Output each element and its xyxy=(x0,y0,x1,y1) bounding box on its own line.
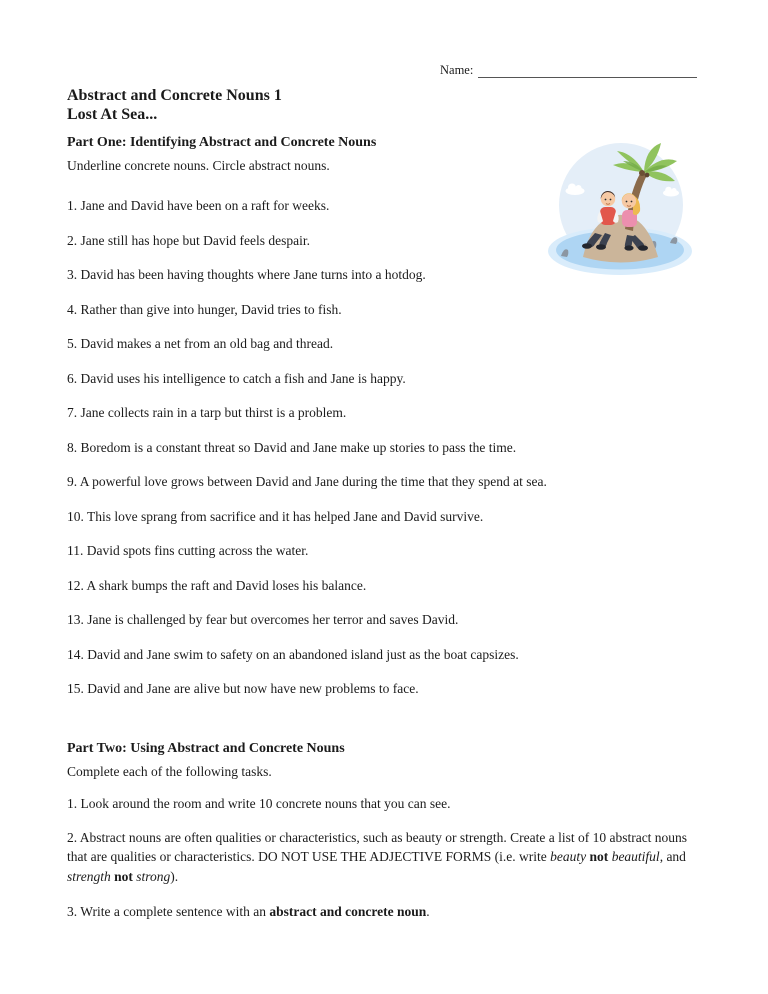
sentence-item: 2. Jane still has hope but David feels despair. xyxy=(67,232,310,248)
sentence-item: 8. Boredom is a constant threat so David and Jane make up stories to pass the time. xyxy=(67,439,517,455)
sentence-item: 7. Jane collects rain in a tarp but thirst is a problem. xyxy=(67,405,347,420)
part-two-instruction: Complete each of the following tasks. xyxy=(67,764,272,779)
part-one-items xyxy=(67,198,703,697)
name-label: Name: xyxy=(440,63,474,77)
task-item: 1. Look around the room and write 10 concrete nouns that you can see. xyxy=(67,796,451,811)
task-item: 2. Abstract nouns are often qualities or characteristics, such as beauty or strength. Create a list of 10 abstract nouns that are qualities or characteristics. DO NOT USE THE ADJECTIVE FORMS (i.e. write beauty not beautiful, and strength not strong). xyxy=(67,829,688,884)
sentence-item: 11. David spots fins cutting across the water. xyxy=(67,543,309,558)
part-two-heading: Part Two: Using Abstract and Concrete Nouns xyxy=(67,741,345,756)
sentence-item: 3. David has been having thoughts where Jane turns into a hotdog. xyxy=(67,267,426,282)
name-blank-line xyxy=(478,63,697,78)
sentence-item: 4. Rather than give into hunger, David tries to fish. xyxy=(67,301,342,317)
sentence-item: 10. This love sprang from sacrifice and it has helped Jane and David survive. xyxy=(67,508,484,524)
worksheet-body xyxy=(67,134,703,922)
title-line-2: Lost At Sea... xyxy=(67,106,158,123)
sentence-item: 12. A shark bumps the raft and David loses his balance. xyxy=(67,577,367,593)
sentence-item: 9. A powerful love grows between David and Jane during the time that they spend at sea. xyxy=(67,474,547,489)
sentence-item: 6. David uses his intelligence to catch a fish and Jane is happy. xyxy=(67,370,406,386)
task-item: 3. Write a complete sentence with an abstract and concrete noun. xyxy=(67,904,430,919)
sentence-item: 14. David and Jane swim to safety on an abandoned island just as the boat capsizes. xyxy=(67,646,519,662)
part-one-instruction: Underline concrete nouns. Circle abstract nouns. xyxy=(67,158,330,173)
part-one-heading: Part One: Identifying Abstract and Concrete Nouns xyxy=(67,135,377,150)
worksheet-title xyxy=(67,86,282,124)
sentence-item: 1. Jane and David have been on a raft for weeks. xyxy=(67,198,330,213)
sentence-item: 5. David makes a net from an old bag and thread. xyxy=(67,336,334,351)
sentence-item: 15. David and Jane are alive but now have new problems to face. xyxy=(67,681,419,696)
title-line-1: Abstract and Concrete Nouns 1 xyxy=(67,87,282,104)
name-row xyxy=(440,63,697,78)
sentence-item: 13. Jane is challenged by fear but overcomes her terror and saves David. xyxy=(67,612,459,627)
